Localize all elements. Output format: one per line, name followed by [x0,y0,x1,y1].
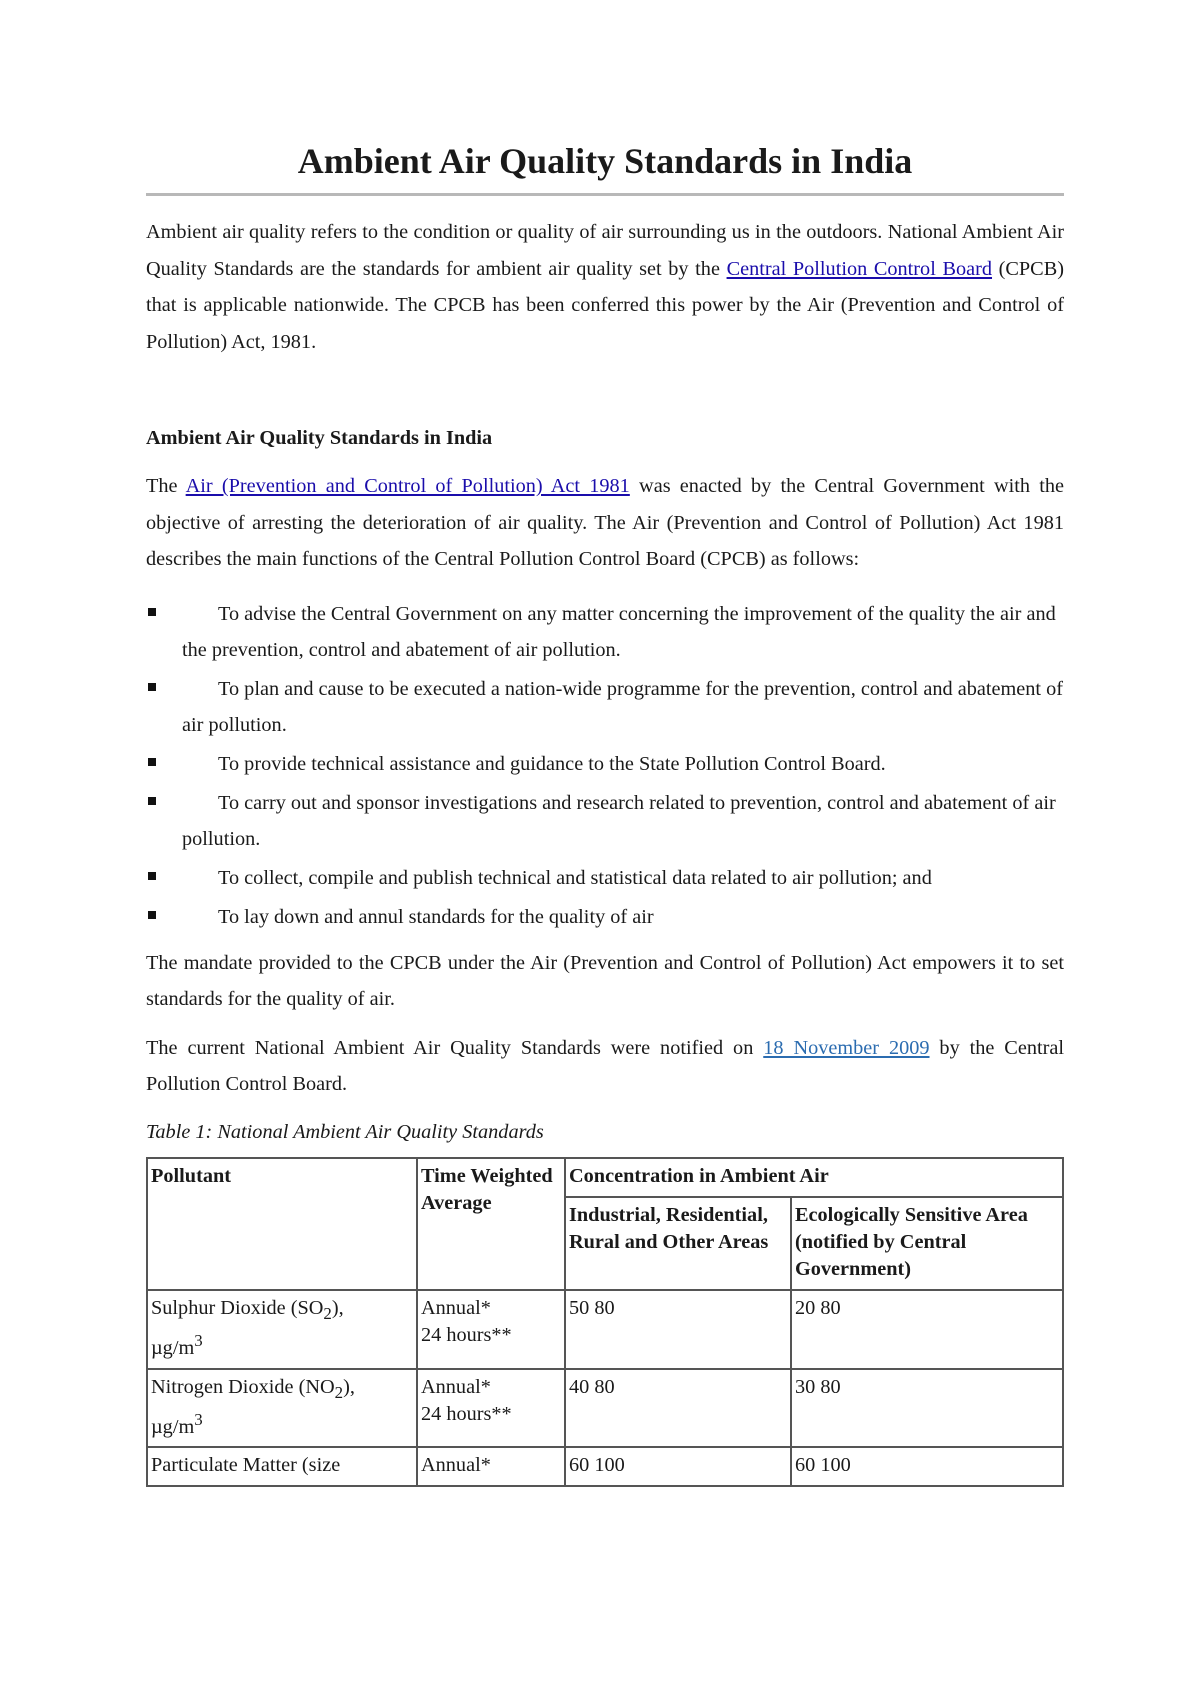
twa-cell: Annual* [417,1447,565,1486]
header-time-weighted-average: Time Weighted Average [417,1158,565,1290]
twa-24h: 24 hours** [421,1323,512,1346]
document-title: Ambient Air Quality Standards in India [146,140,1064,196]
twa-annual: Annual* [421,1296,491,1319]
square-bullet-icon [148,797,156,805]
pollutant-name-end: ), [343,1375,355,1398]
table-row [147,1447,1063,1486]
notified-text-end: by the Central Pollution Control Board. [146,1036,1064,1096]
list-item-text: To provide technical assistance and guidance to the State Pollution Control Board. [218,752,886,775]
header-ecologically-sensitive: Ecologically Sensitive Area (notified by Central Government) [791,1197,1063,1290]
list-item [146,785,1064,857]
list-item [146,746,1064,782]
industrial-value-cell: 60 100 [565,1447,791,1486]
cpcb-functions-list [146,596,1064,935]
table-row [147,1369,1063,1448]
list-item-text: To lay down and annul standards for the quality of air [218,905,654,928]
act-text-end: was enacted by the Central Government with the objective of arresting the deterioration of air quality. The Air (Prevention and Control of Pollution) Act 1981 describes the main functions of the Central Pollution Control Board (CPCB) as follows: [146,475,1064,571]
subscript: 2 [323,1303,332,1323]
act-text-start: The [146,475,186,498]
document-page [146,140,1064,1487]
twa-cell [417,1290,565,1369]
pollutant-name: Nitrogen Dioxide (NO [151,1375,335,1398]
air-act-link[interactable]: Air (Prevention and Control of Pollution) Act 1981 [185,475,630,498]
unit: µg/m [151,1415,195,1438]
list-item [146,860,1064,896]
superscript: 3 [194,1409,203,1429]
notified-text-start: The current National Ambient Air Quality Standards were notified on [146,1036,764,1059]
intro-text-start: Ambient air quality refers to the condition or quality of air surrounding us in the outdoors. National Ambient Air Quality Standards are the standards for ambient air quality set by the [146,221,1064,280]
list-item-text: To carry out and sponsor investigations and research related to prevention, control and abatement of air pollution. [182,791,1056,850]
twa-24h: 24 hours** [421,1402,512,1425]
pollutant-cell [147,1369,417,1448]
subscript: 2 [334,1382,344,1402]
mandate-paragraph: The mandate provided to the CPCB under the Air (Prevention and Control of Pollution) Act empowers it to set standards for the quality of air. [146,951,1064,1011]
list-item [146,899,1064,935]
section-heading: Ambient Air Quality Standards in India [146,427,493,450]
pollutant-cell [147,1290,417,1369]
intro-text-end: (CPCB) that is applicable nationwide. The CPCB has been conferred this power by the Air (Prevention and Control of Pollution) Act, 1981. [146,257,1064,353]
list-item [146,596,1064,668]
list-item-text: To collect, compile and publish technical and statistical data related to air pollution; and [218,866,932,889]
pollutant-name-end: ), [331,1296,344,1319]
twa-annual: Annual* [421,1375,491,1398]
table-row [147,1290,1063,1369]
list-item-text: To plan and cause to be executed a nation-wide programme for the prevention, control and abatement of air pollution. [182,677,1063,736]
header-pollutant: Pollutant [147,1158,417,1290]
industrial-value-cell: 50 80 [565,1290,791,1369]
square-bullet-icon [148,872,156,880]
notification-date-link[interactable]: 18 November 2009 [763,1036,930,1059]
air-quality-standards-table [146,1157,1064,1488]
cpcb-link[interactable]: Central Pollution Control Board [726,257,993,280]
pollutant-cell: Particulate Matter (size [147,1447,417,1486]
square-bullet-icon [148,608,156,616]
industrial-value-cell: 40 80 [565,1369,791,1448]
table-header-row [147,1158,1063,1197]
unit: µg/m [151,1336,195,1359]
twa-cell [417,1369,565,1448]
notified-paragraph [146,1030,1064,1103]
superscript: 3 [194,1330,203,1350]
square-bullet-icon [148,911,156,919]
ecological-value-cell: 30 80 [791,1369,1063,1448]
ecological-value-cell: 20 80 [791,1290,1063,1369]
ecological-value-cell: 60 100 [791,1447,1063,1486]
header-industrial-areas: Industrial, Residential, Rural and Other Areas [565,1197,791,1290]
list-item [146,671,1064,743]
pollutant-name: Sulphur Dioxide (SO [151,1296,324,1319]
act-paragraph [146,468,1064,578]
table-caption: Table 1: National Ambient Air Quality Standards [146,1120,544,1143]
intro-paragraph [146,214,1064,360]
square-bullet-icon [148,683,156,691]
square-bullet-icon [148,758,156,766]
header-concentration: Concentration in Ambient Air [565,1158,1063,1197]
list-item-text: To advise the Central Government on any matter concerning the improvement of the quality the air and the prevention, control and abatement of air pollution. [182,602,1056,661]
